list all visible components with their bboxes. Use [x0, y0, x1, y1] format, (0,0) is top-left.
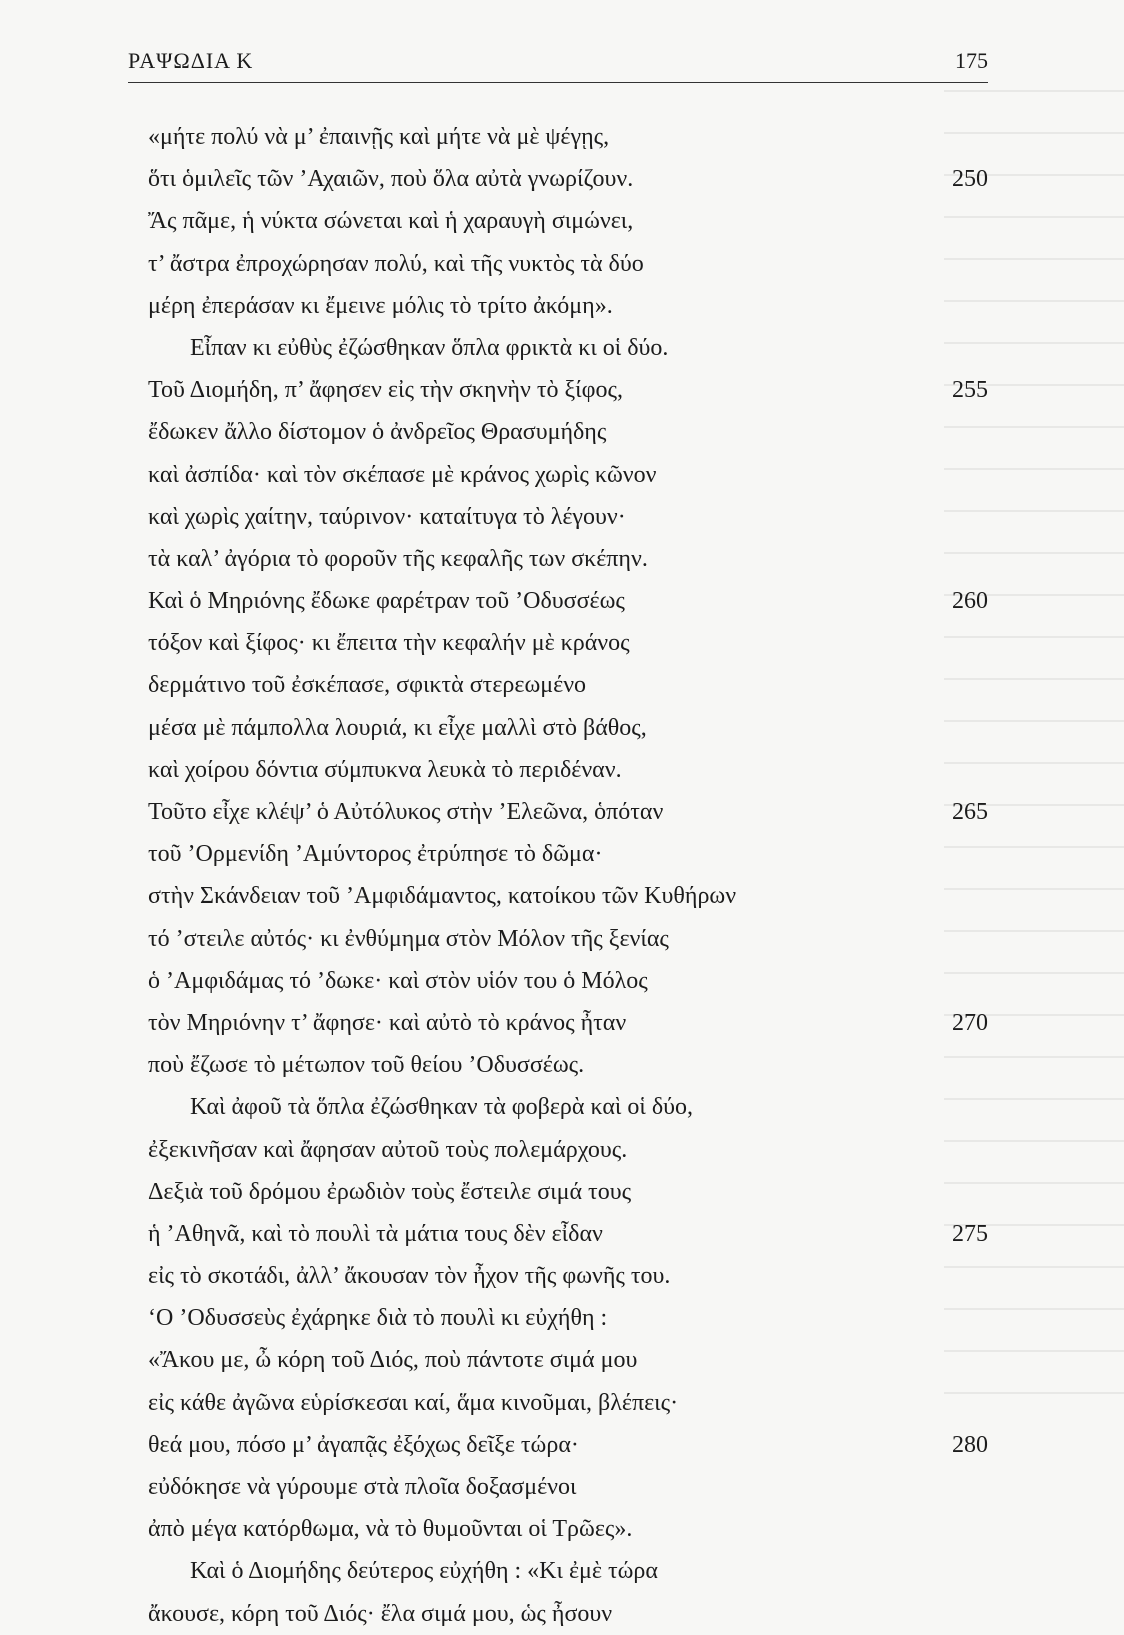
verse-text: τὰ καλ’ ἀγόρια τὸ φοροῦν τῆς κεφαλῆς των σκέπην. — [148, 545, 648, 572]
verse-line — [148, 369, 988, 411]
verse-line — [148, 1382, 988, 1424]
verse-text: ἡ ’Αθηνᾶ, καὶ τὸ πουλὶ τὰ μάτια τους δὲν εἶδαν — [148, 1220, 603, 1247]
verse-text: στὴν Σκάνδειαν τοῦ ’Αμφιδάμαντος, κατοίκου τῶν Κυθήρων — [148, 883, 737, 910]
verse-line — [148, 960, 988, 1002]
verse-text: ἐξεκινῆσαν καὶ ἄφησαν αὐτοῦ τοὺς πολεμάρχους. — [148, 1136, 628, 1163]
verse-text: Εἶπαν κι εὐθὺς ἐζώσθηκαν ὅπλα φρικτὰ κι οἱ δύο. — [190, 334, 669, 361]
verse-line — [148, 1593, 988, 1635]
verse-line — [148, 791, 988, 833]
verse-line — [148, 1002, 988, 1044]
verse-text: εἰς κάθε ἀγῶνα εὑρίσκεσαι καί, ἅμα κινοῦμαι, βλέπεις· — [148, 1389, 679, 1416]
verse-line — [148, 580, 988, 622]
verse-text: Καὶ ἀφοῦ τὰ ὅπλα ἐζώσθηκαν τὰ φοβερὰ καὶ οἱ δύο, — [190, 1094, 694, 1121]
verse-line — [148, 1466, 988, 1508]
verse-text: Ἄς πᾶμε, ἡ νύκτα σώνεται καὶ ἡ χαραυγὴ σιμώνει, — [148, 208, 634, 235]
verse-text: ἄκουσε, κόρη τοῦ Διός· ἔλα σιμά μου, ὡς ἦσουν — [148, 1600, 613, 1627]
verse-text: «μήτε πολύ νὰ μ’ ἐπαινῇς καὶ μήτε νὰ μὲ ψέγῃς, — [148, 124, 610, 150]
verse-text: καὶ χοίρου δόντια σύμπυκνα λευκὰ τὸ περιδέναν. — [148, 756, 622, 783]
verse-text: ποὺ ἔζωσε τὸ μέτωπον τοῦ θείου ’Οδυσσέως. — [148, 1052, 585, 1079]
verse-line — [148, 1086, 988, 1128]
line-number: 275 — [952, 1220, 988, 1247]
verse-line — [148, 538, 988, 580]
verse-text: «Ἄκου με, ὦ κόρη τοῦ Διός, ποὺ πάντοτε σιμά μου — [148, 1347, 638, 1374]
verse-text: μέρη ἐπεράσαν κι ἔμεινε μόλις τὸ τρίτο ἀκόμη». — [148, 292, 613, 319]
verse-block — [148, 116, 988, 1635]
verse-text: τοῦ ’Ορμενίδη ’Αμύντορος ἐτρύπησε τὸ δῶμα· — [148, 841, 603, 868]
verse-line — [148, 243, 988, 285]
line-number: 280 — [952, 1431, 988, 1458]
verse-text: Τοῦ Διομήδη, π’ ἄφησεν εἰς τὴν σκηνὴν τὸ ξίφος, — [148, 377, 623, 404]
page-number: 175 — [955, 48, 988, 73]
verse-text: Δεξιὰ τοῦ δρόμου ἐρωδιὸν τοὺς ἔστειλε σιμά τους — [148, 1178, 632, 1205]
verse-text: ὁ ’Αμφιδάμας τό ’δωκε· καὶ στὸν υἱόν του ὁ Μόλος — [148, 967, 648, 994]
verse-line — [148, 1297, 988, 1339]
verse-line — [148, 411, 988, 453]
verse-text: δερμάτινο τοῦ ἐσκέπασε, σφικτὰ στερεωμένο — [148, 672, 587, 699]
verse-line — [148, 158, 988, 200]
verse-line — [148, 285, 988, 327]
verse-line — [148, 1129, 988, 1171]
verse-text: εὐδόκησε νὰ γύρουμε στὰ πλοῖα δοξασμένοι — [148, 1474, 577, 1500]
verse-text: θεά μου, πόσο μ’ ἀγαπᾷς ἐξόχως δεῖξε τώρα· — [148, 1431, 579, 1458]
verse-text: Καὶ ὁ Μηριόνης ἔδωκε φαρέτραν τοῦ ’Οδυσσέως — [148, 588, 625, 615]
verse-line — [148, 1044, 988, 1086]
line-number: 265 — [952, 799, 988, 825]
verse-text: ἔδωκεν ἄλλο δίστομον ὁ ἀνδρεῖος Θρασυμήδης — [148, 419, 607, 446]
verse-line — [148, 875, 988, 917]
verse-line — [148, 1213, 988, 1255]
line-number: 260 — [952, 588, 988, 615]
verse-line — [148, 622, 988, 664]
verse-text: καὶ ἀσπίδα· καὶ τὸν σκέπασε μὲ κράνος χωρὶς κῶνον — [148, 461, 657, 488]
verse-text: εἰς τὸ σκοτάδι, ἀλλ’ ἄκουσαν τὸν ἦχον τῆς φωνῆς του. — [148, 1263, 671, 1290]
verse-text: καὶ χωρὶς χαίτην, ταύρινον· καταίτυγα τὸ λέγουν· — [148, 503, 626, 530]
verse-line — [148, 1255, 988, 1297]
verse-text: τὸν Μηριόνην τ’ ἄφησε· καὶ αὐτὸ τὸ κράνος ἦταν — [148, 1009, 627, 1036]
verse-line — [148, 1424, 988, 1466]
verse-line — [148, 200, 988, 242]
line-number: 255 — [952, 377, 988, 404]
verse-text: ὅτι ὁμιλεῖς τῶν ’Αχαιῶν, ποὺ ὅλα αὐτὰ γνωρίζουν. — [148, 166, 634, 193]
running-head: ΡΑΨΩΔΙΑ Κ — [128, 48, 254, 73]
verse-text: ἀπὸ μέγα κατόρθωμα, νὰ τὸ θυμοῦνται οἱ Τρῶες». — [148, 1516, 633, 1543]
verse-line — [148, 1550, 988, 1592]
verse-line — [148, 1339, 988, 1381]
verse-line — [148, 327, 988, 369]
verse-text: ‘Ο ’Οδυσσεὺς ἐχάρηκε διὰ τὸ πουλὶ κι εὐχήθη : — [148, 1305, 608, 1332]
verse-text: μέσα μὲ πάμπολλα λουριά, κι εἶχε μαλλὶ στὸ βάθος, — [148, 714, 647, 741]
verse-text: τ’ ἄστρα ἐπροχώρησαν πολύ, καὶ τῆς νυκτὸς τὰ δύο — [148, 250, 644, 277]
verse-line — [148, 833, 988, 875]
verse-line — [148, 1171, 988, 1213]
header-rule — [128, 82, 988, 83]
line-number: 250 — [952, 166, 988, 193]
verse-line — [148, 749, 988, 791]
verse-line — [148, 454, 988, 496]
verse-line — [148, 1508, 988, 1550]
verse-line — [148, 496, 988, 538]
verse-text: τό ’στειλε αὐτός· κι ἐνθύμημα στὸν Μόλον τῆς ξενίας — [148, 925, 669, 952]
line-number: 270 — [952, 1009, 988, 1036]
verse-text: Τοῦτο εἶχε κλέψ’ ὁ Αὐτόλυκος στὴν ’Ελεῶνα, ὁπόταν — [148, 799, 664, 825]
verse-line — [148, 116, 988, 158]
page-header — [128, 44, 988, 80]
verse-text: Καὶ ὁ Διομήδης δεύτερος εὐχήθη : «Κι ἐμὲ τώρα — [190, 1558, 658, 1585]
verse-line — [148, 664, 988, 706]
verse-line — [148, 918, 988, 960]
verse-text: τόξον καὶ ξίφος· κι ἔπειτα τὴν κεφαλήν μὲ κράνος — [148, 630, 630, 657]
verse-line — [148, 707, 988, 749]
